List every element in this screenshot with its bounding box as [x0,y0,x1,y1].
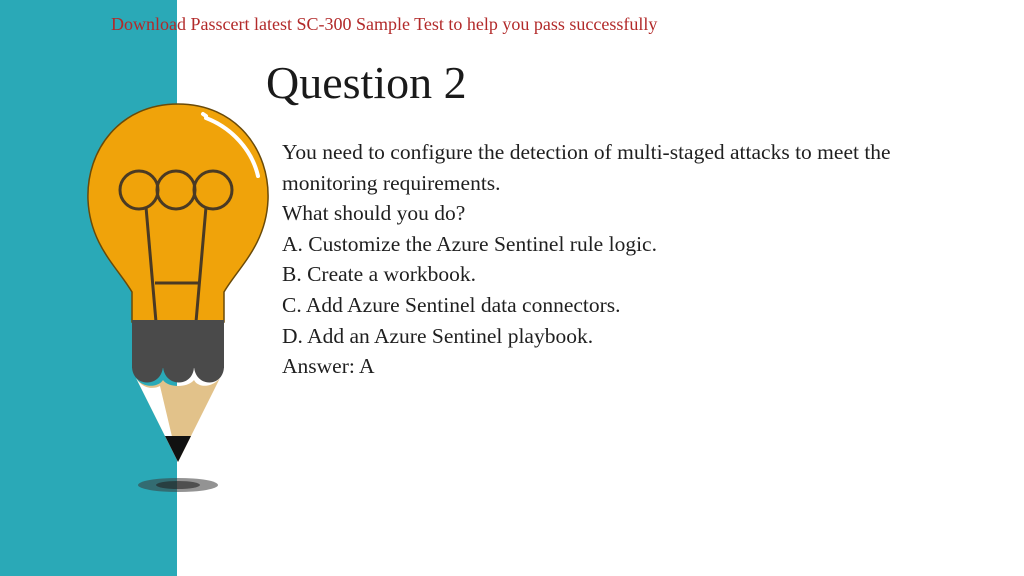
question-text-line: monitoring requirements. [282,170,501,195]
answer-option-c: C. Add Azure Sentinel data connectors. [282,292,621,317]
question-text-line: You need to configure the detection of multi-staged attacks to meet the [282,140,891,164]
lightbulb-pencil-icon [74,100,284,510]
answer-option-a: A. Customize the Azure Sentinel rule logic. [282,231,657,256]
download-banner: Download Passcert latest SC-300 Sample Test to help you pass successfully [111,14,658,34]
answer-text: Answer: A [282,354,375,379]
question-prompt: What should you do? [282,201,466,226]
question-body [282,137,1002,382]
question-title: Question 2 [266,57,467,108]
answer-option-d: D. Add an Azure Sentinel playbook. [282,323,594,348]
answer-option-b: B. Create a workbook. [282,262,477,287]
